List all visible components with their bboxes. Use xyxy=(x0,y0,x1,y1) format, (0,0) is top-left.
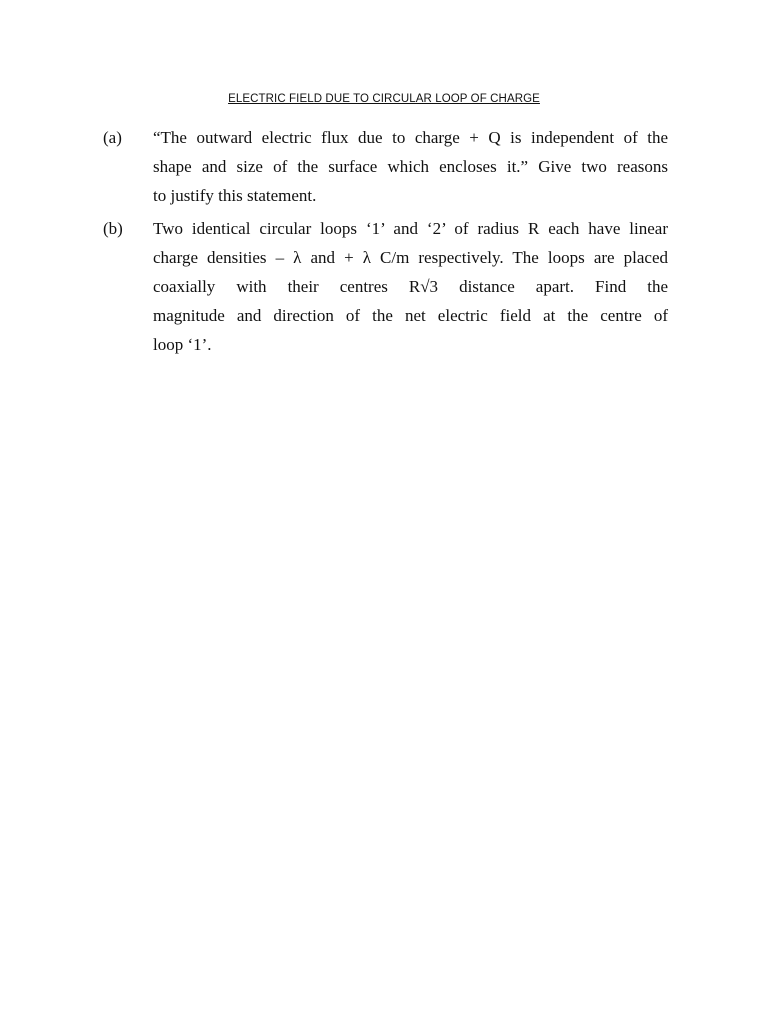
question-b-line-4: magnitude and direction of the net electric field at the centre of xyxy=(153,306,668,325)
question-b-line-1: Two identical circular loops ‘1’ and ‘2’ of radius R each have linear xyxy=(153,219,668,238)
question-a xyxy=(103,123,668,210)
question-b xyxy=(103,214,668,359)
document-title: ELECTRIC FIELD DUE TO CIRCULAR LOOP OF CHARGE xyxy=(228,93,540,105)
question-b-line-5: loop ‘1’. xyxy=(153,335,212,354)
question-b-line-3: coaxially with their centres R√3 distance apart. Find the xyxy=(153,277,668,296)
question-a-text xyxy=(153,123,668,210)
question-a-line-3: to justify this statement. xyxy=(153,186,317,205)
question-a-line-2: shape and size of the surface which encloses it.” Give two reasons xyxy=(153,157,668,176)
question-b-label: (b) xyxy=(103,219,123,238)
question-b-text xyxy=(153,214,668,359)
question-b-line-2: charge densities – λ and + λ C/m respectively. The loops are placed xyxy=(153,248,668,267)
question-a-label: (a) xyxy=(103,128,122,147)
question-a-line-1: “The outward electric flux due to charge + Q is independent of the xyxy=(153,128,668,147)
